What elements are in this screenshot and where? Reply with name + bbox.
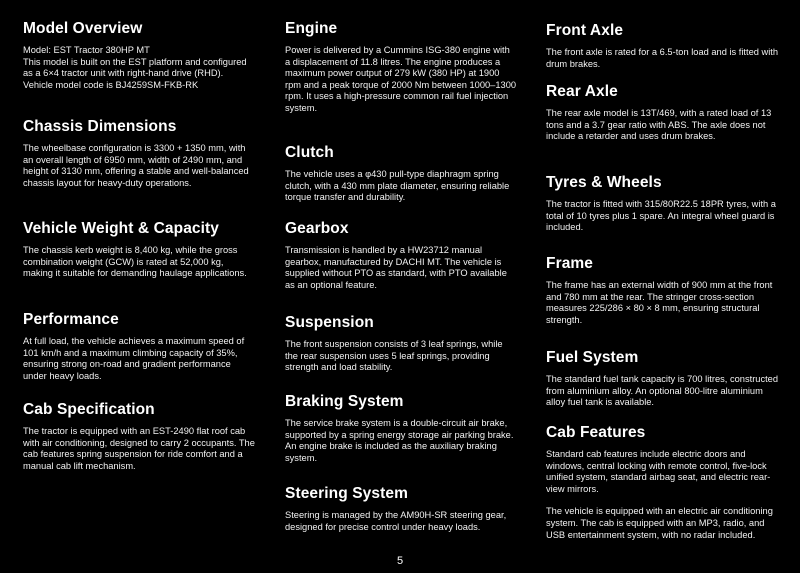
section-title: Model Overview [23, 20, 143, 37]
section-paragraph: The chassis kerb weight is 8,400 kg, while the gross combination weight (GCW) is rated at 52,000 kg, making it suitable for demanding haulage applications. [23, 245, 247, 279]
section-title: Fuel System [546, 349, 639, 366]
section-paragraph: The vehicle is equipped with an electric air conditioning system. The cab is equipped with an MP3, radio, and USB entertainment system, with no radar included. [546, 506, 773, 540]
section-title: Vehicle Weight & Capacity [23, 220, 220, 237]
section-title: Braking System [285, 393, 404, 410]
section-title: Tyres & Wheels [546, 174, 662, 191]
section-line: Model: EST Tractor 380HP MT [23, 45, 150, 55]
section-chassis-dimensions [23, 117, 255, 189]
section-title: Frame [546, 255, 594, 272]
section-title: Cab Specification [23, 401, 155, 418]
section-tyres-wheels [546, 173, 780, 234]
section-title: Cab Features [546, 424, 646, 441]
section-paragraph: The rear axle model is 13T/469, with a rated load of 13 tons and a 3.7 gear ratio with ABS. The axle does not include a retarder and uses drum brakes. [546, 108, 772, 142]
section-paragraph: Transmission is handled by a HW23712 manual gearbox, manufactured by DACHI MT. The vehicle is supplied without PTO as standard, with PTO available as an optional feature. [285, 245, 507, 290]
section-model-overview [23, 19, 255, 91]
section-rear-axle [546, 82, 780, 143]
section-paragraph: The front suspension consists of 3 leaf springs, while the rear suspension uses 5 leaf springs, providing strength and load stability. [285, 339, 503, 373]
section-vehicle-weight [23, 219, 255, 280]
section-paragraph: Steering is managed by the AM90H-SR steering gear, designed for precise control under heavy loads. [285, 510, 507, 532]
section-title: Front Axle [546, 22, 624, 39]
section-title: Performance [23, 311, 119, 328]
section-paragraph: This model is built on the EST platform and configured as a 6×4 tractor unit with right-hand drive (RHD). Vehicle model code is BJ4259SM-FKB-RK [23, 56, 247, 90]
section-title: Rear Axle [546, 83, 618, 100]
section-title: Engine [285, 20, 338, 37]
section-title: Clutch [285, 144, 334, 161]
section-paragraph: Standard cab features include electric doors and windows, central locking with remote control, five-lock unified system, standard airbag seat, and electric rear-view mirrors. [546, 449, 771, 494]
section-title: Chassis Dimensions [23, 118, 177, 135]
section-paragraph: The vehicle uses a φ430 pull-type diaphragm spring clutch, with a 430 mm plate diameter, ensuring reliable torque transfer and durability. [285, 169, 510, 203]
section-suspension [285, 313, 517, 374]
section-paragraph: The tractor is equipped with an EST-2490 flat roof cab with air conditioning, designed to carry 2 occupants. The cab features spring suspension for ride comfort and a manual cab lift mechanism. [23, 426, 255, 471]
section-paragraph: The front axle is rated for a 6.5-ton load and is fitted with drum brakes. [546, 47, 779, 69]
section-performance [23, 310, 255, 382]
section-cab-specification [23, 400, 255, 472]
section-paragraph: The wheelbase configuration is 3300 + 1350 mm, with an overall length of 6950 mm, width of 2490 mm, and height of 3130 mm, offering a stable and well-balanced chassis layout for heavy-duty operations. [23, 143, 249, 188]
section-title: Suspension [285, 314, 374, 331]
section-title: Gearbox [285, 220, 349, 237]
section-paragraph: Power is delivered by a Cummins ISG-380 engine with a displacement of 11.8 litres. The engine produces a maximum power output of 279 kW (380 HP) at 1900 rpm and a peak torque of 2000 Nm between 1000–1300 rpm. It uses a high-pressure common rail fuel injection system. [285, 45, 517, 113]
page-number: 5 [396, 555, 404, 567]
section-steering-system [285, 484, 517, 533]
section-title: Steering System [285, 485, 408, 502]
section-cab-features [546, 423, 780, 541]
section-braking-system [285, 392, 517, 464]
section-paragraph: The tractor is fitted with 315/80R22.5 18PR tyres, with a total of 10 tyres plus 1 spare. An integral wheel guard is included. [546, 199, 776, 233]
section-paragraph: The frame has an external width of 900 mm at the front and 780 mm at the rear. The stringer cross-section measures 225/286 × 80 × 8 mm, ensuring structural strength. [546, 280, 773, 325]
section-paragraph: The service brake system is a double-circuit air brake, supported by a spring energy storage air parking brake. An engine brake is included as the auxiliary braking system. [285, 418, 514, 463]
section-clutch [285, 143, 517, 204]
section-paragraph: At full load, the vehicle achieves a maximum speed of 101 km/h and a maximum climbing capacity of 35%, ensuring strong on-road and gradient performance under heavy loads. [23, 336, 245, 381]
section-frame [546, 254, 780, 326]
section-engine [285, 19, 517, 115]
section-gearbox [285, 219, 517, 291]
section-front-axle [546, 21, 780, 70]
section-fuel-system [546, 348, 780, 409]
section-paragraph: The standard fuel tank capacity is 700 litres, constructed from aluminium alloy. An optional 800-litre aluminium alloy fuel tank is available. [546, 374, 779, 408]
